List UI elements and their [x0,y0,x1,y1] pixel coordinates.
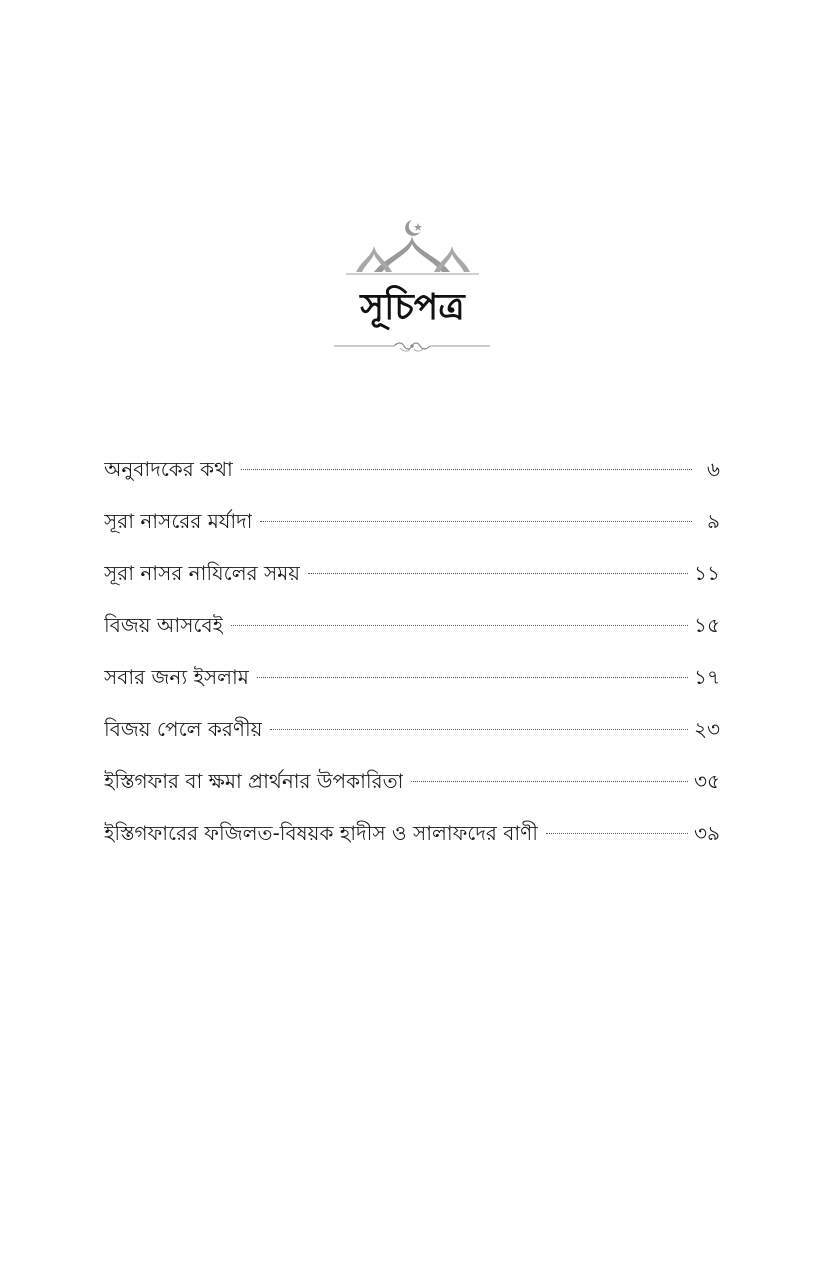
toc-page-number: ৬ [706,457,720,481]
toc-entry[interactable] [104,710,720,762]
toc-page-number: ১৭ [694,665,720,689]
toc-page-number: ১১ [694,561,720,585]
toc-entry-title: বিজয় পেলে করণীয় [104,717,263,741]
toc-entry-title: সূরা নাসরের মর্যাদা [104,509,253,533]
toc-entry-title: ইস্তিগফার বা ক্ষমা প্রার্থনার উপকারিতা [104,769,404,793]
toc-entry-title: সবার জন্য ইসলাম [104,665,249,689]
dot-leader [411,781,688,782]
ornamental-divider-icon [334,338,490,354]
toc-page-number: ৩৫ [694,769,720,793]
page-title: সূচিপত্র [360,287,465,328]
toc-page-number: ২৩ [693,717,720,741]
toc-entry-title: অনুবাদকের কথা [104,457,233,481]
toc-entry[interactable] [104,814,720,866]
dot-leader [546,833,688,834]
dot-leader [308,573,688,574]
toc-entry[interactable] [104,450,720,502]
dot-leader [270,729,688,730]
toc-entry-title: ইস্তিগফারের ফজিলত-বিষয়ক হাদীস ও সালাফদের বাণী [104,821,538,845]
toc-entry[interactable] [104,606,720,658]
toc-page-number: ১৫ [694,613,720,637]
dot-leader [241,469,692,470]
dot-leader [260,521,692,522]
toc-entry[interactable] [104,762,720,814]
dot-leader [231,625,688,626]
table-of-contents [104,450,720,866]
toc-page-number: ৩৯ [694,821,720,845]
toc-entry-title: বিজয় আসবেই [104,613,223,637]
dot-leader [257,677,688,678]
toc-page-number: ৯ [707,509,720,533]
mosque-domes-crescent-icon [330,214,495,280]
toc-entry[interactable] [104,554,720,606]
toc-entry[interactable] [104,502,720,554]
toc-entry-title: সূরা নাসর নাযিলের সময় [104,561,301,585]
toc-entry[interactable] [104,658,720,710]
